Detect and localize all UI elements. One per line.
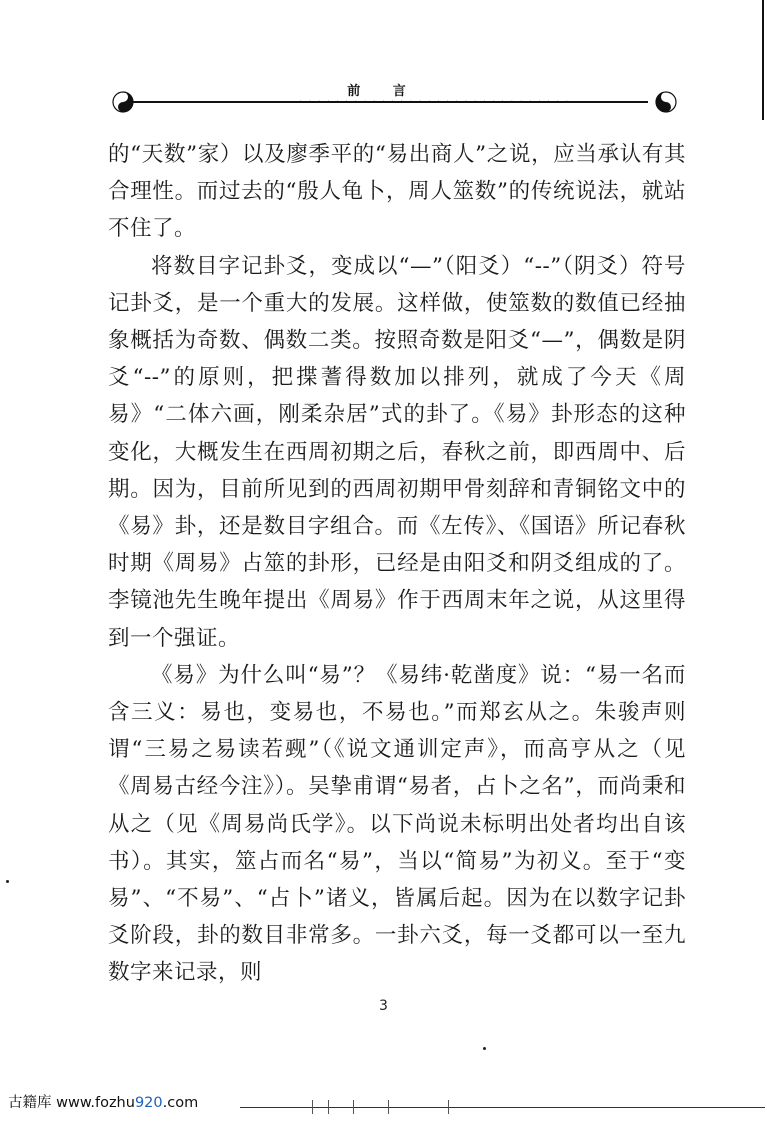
footer-tick (448, 1100, 449, 1114)
paragraph-continuation: 的“天数”家）以及廖季平的“易出商人”之说，应当承认有其合理性。而过去的“殷人龟卜，周人筮数”的传统说法，就站不住了。 (108, 142, 686, 242)
site-watermark[interactable] (8, 1091, 198, 1112)
paragraph: 将数目字记卦爻，变成以“—”（阳爻）“--”（阴爻）符号记卦爻，是一个重大的发展。这样做，使筮数的数值已经抽象概括为奇数、偶数二类。按照奇数是阳爻“—”，偶数是阴爻“--”的原则，把揲蓍得数加以排列，就成了今天《周易》“二体六画，刚柔杂居”式的卦了。《易》卦形态的这种变化，大概发生在西周初期之后，春秋之前，即西周中、后期。因为，目前所见到的西周初期甲骨刻辞和青铜铭文中的《易》卦，还是数目字组合。而《左传》、《国语》所记春秋时期《周易》占筮的卦形，已经是由阳爻和阴爻组成的了。李镜池先生晚年提出《周易》作于西周末年之说，从这里得到一个强证。 (108, 253, 686, 651)
page-number: 3 (379, 998, 388, 1014)
paragraph: 《易》为什么叫“易”？《易纬·乾凿度》说：“易一名而含三义：易也，变易也，不易也。”而郑玄从之。朱骏声则谓“三易之易读若觋”（《说文通训定声》，而高亨从之（见《周易古经今注》）。吴挚甫谓“易者，占卜之名”，而尚秉和从之（见《周易尚氏学》。以下尚说未标明出处者均出自该书）。其实，筮占而名“易”，当以“简易”为初义。至于“变易”、“不易”、“占卜”诸义，皆属后起。因为在以数字记卦爻阶段，卦的数目非常多。一卦六爻，每一爻都可以一至九数字来记录，则 (108, 662, 686, 986)
watermark-url-prefix: www.fozhu (56, 1095, 135, 1111)
footer-tick (328, 1100, 329, 1114)
footer-tick (353, 1100, 354, 1114)
scan-edge-line (762, 0, 764, 120)
watermark-url-suffix: .com (162, 1095, 199, 1111)
running-header-title: 前 言 (347, 84, 420, 99)
footer-tick (388, 1100, 389, 1114)
scan-speck (6, 880, 9, 883)
yin-yang-icon (655, 91, 677, 113)
footer-rule (240, 1107, 765, 1108)
header-rule-texture: · · · · · · · · · · · · · · · · · · · · · · · · · · · · · · (300, 98, 571, 104)
footer-tick (312, 1100, 313, 1114)
scan-speck (483, 1047, 486, 1050)
watermark-site-name: 古籍库 (8, 1095, 52, 1111)
body-text (108, 136, 686, 992)
watermark-url-number: 920 (134, 1095, 163, 1111)
